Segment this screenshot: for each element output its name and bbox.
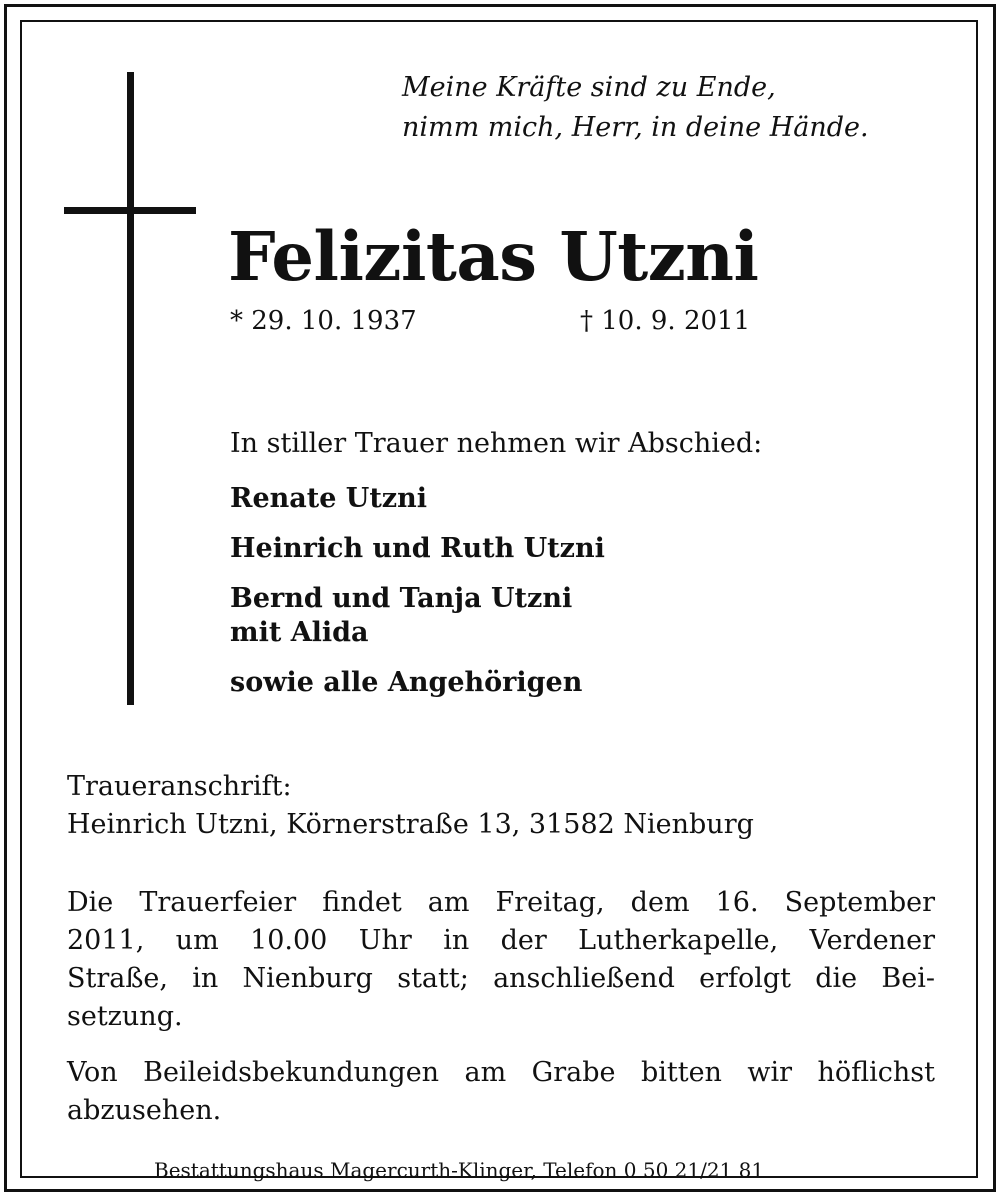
service-line: setzung. (67, 1001, 183, 1032)
funeral-service-paragraph (67, 884, 935, 1036)
mourner-name: Bernd und Tanja Utzni (230, 583, 573, 614)
service-line: Die Trauerfeier findet am Freitag, dem 16. September (67, 887, 935, 918)
birth-date: * 29. 10. 1937 (230, 306, 417, 336)
address-label: Traueranschrift: (67, 771, 292, 802)
cross-icon-vertical-bar (127, 72, 134, 705)
mourner-name: Heinrich und Ruth Utzni (230, 533, 605, 564)
mourner-name: sowie alle Angehörigen (230, 667, 583, 698)
mourner-name: Renate Utzni (230, 483, 428, 514)
motto-line-1: Meine Kräfte sind zu Ende, (402, 72, 776, 103)
service-line: Straße, in Nienburg statt; anschließend erfolgt die Bei- (67, 963, 935, 994)
condolence-line: Von Beileidsbekundungen am Grabe bitten wir höflichst (67, 1057, 935, 1088)
condolence-line: abzusehen. (67, 1095, 222, 1126)
death-date: † 10. 9. 2011 (580, 306, 751, 336)
mourner-name: mit Alida (230, 617, 369, 648)
cross-icon-horizontal-bar (64, 207, 196, 214)
funeral-home-footer: Bestattungshaus Magercurth-Klinger, Telefon 0 50 21/21 81 (154, 1158, 765, 1182)
motto-verse (402, 68, 962, 148)
mourning-address (67, 768, 754, 844)
condolence-paragraph (67, 1054, 935, 1130)
footer-rule-left (22, 1176, 150, 1178)
address-value: Heinrich Utzni, Körnerstraße 13, 31582 Nienburg (67, 809, 754, 840)
mourning-intro: In stiller Trauer nehmen wir Abschied: (230, 428, 763, 459)
motto-line-2: nimm mich, Herr, in deine Hände. (402, 112, 869, 143)
service-line: 2011, um 10.00 Uhr in der Lutherkapelle, Verdener (67, 925, 935, 956)
footer-rule-right (842, 1176, 975, 1178)
deceased-name: Felizitas Utzni (228, 217, 759, 296)
